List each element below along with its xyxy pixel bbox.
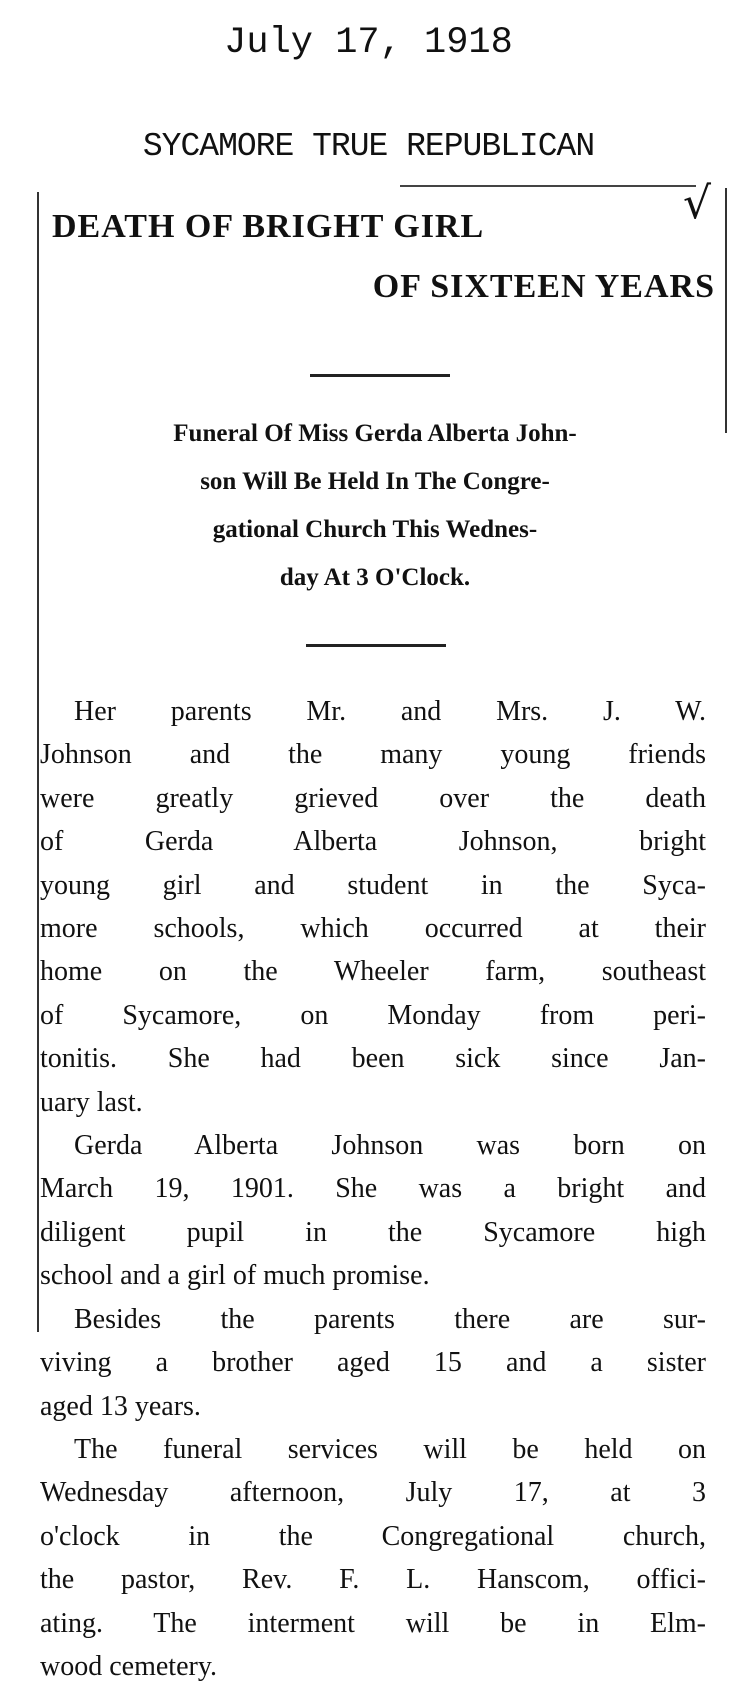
article-line: school and a girl of much promise. [40,1260,430,1292]
article-line: of Gerda Alberta Johnson, bright [40,826,706,858]
article-line: Johnson and the many young friends [40,739,706,771]
right-border-rule [725,188,727,433]
clipping-date: July 17, 1918 [224,22,513,64]
top-border-rule [400,185,696,187]
subheadline-line: Funeral Of Miss Gerda Alberta John- [173,420,577,447]
article-line: Besides the parents there are sur- [74,1303,706,1335]
subheadline [30,410,720,602]
article-line: wood cemetery. [40,1650,217,1682]
article-body [40,690,706,1688]
article-line: aged 13 years. [40,1390,201,1422]
article-line: more schools, which occurred at their [40,913,706,945]
article-line: Wednesday afternoon, July 17, at 3 [40,1477,706,1509]
article-line: tonitis. She had been sick since Jan- [40,1043,706,1075]
subheadline-line: day At 3 O'Clock. [279,564,471,591]
divider-rule [306,644,446,647]
subheadline-line: gational Church This Wednes- [212,516,538,543]
article-line: Gerda Alberta Johnson was born on [74,1130,706,1162]
article-line: uary last. [40,1086,143,1118]
divider-rule [310,374,450,377]
article-line: home on the Wheeler farm, southeast [40,956,706,988]
left-border-rule [37,192,39,1332]
article-line: the pastor, Rev. F. L. Hanscom, offici- [40,1564,706,1596]
article-line: The funeral services will be held on [74,1433,706,1465]
article-line: March 19, 1901. She was a bright and [40,1173,706,1205]
subheadline-line: son Will Be Held In The Congre- [200,468,550,495]
headline-line-2: OF SIXTEEN YEARS [372,268,715,305]
article-line: young girl and student in the Syca- [40,869,706,901]
article-line: diligent pupil in the Sycamore high [40,1216,706,1248]
article-line: Her parents Mr. and Mrs. J. W. [74,696,706,727]
check-mark-icon: √ [683,178,712,229]
headline-line-1: DEATH OF BRIGHT GIRL [52,208,485,245]
newspaper-name: SYCAMORE TRUE REPUBLICAN [142,128,595,165]
article-line: o'clock in the Congregational church, [40,1520,706,1552]
article-line: ating. The interment will be in Elm- [40,1607,706,1639]
article-line: were greatly grieved over the death [40,782,706,814]
article-line: viving a brother aged 15 and a sister [40,1347,706,1379]
article-line: of Sycamore, on Monday from peri- [40,999,706,1031]
